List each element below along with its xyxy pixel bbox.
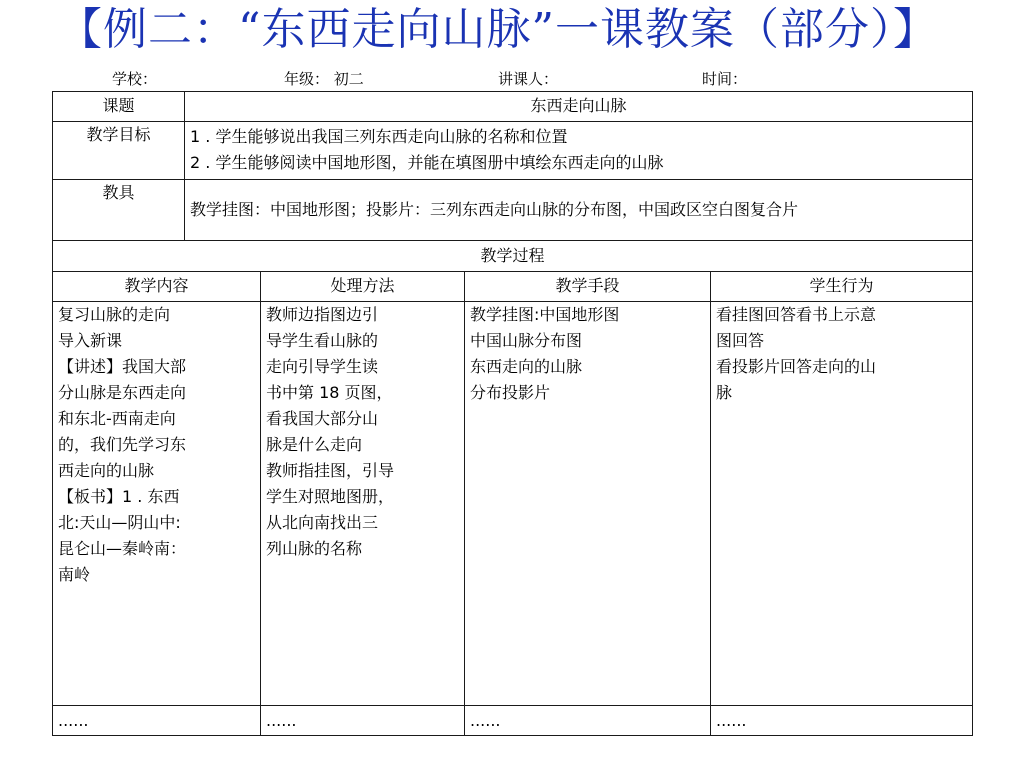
column-header-behavior: 学生行为 [711, 271, 973, 301]
behavior-line: 脉 [716, 382, 733, 402]
content-line: 分山脉是东西走向 [58, 382, 187, 402]
behavior-cell [711, 301, 973, 706]
column-header-content: 教学内容 [53, 271, 261, 301]
means-line: 分布投影片 [470, 382, 551, 402]
method-line: 导学生看山脉的 [266, 330, 379, 350]
means-line: 东西走向的山脉 [470, 356, 583, 376]
process-content-row [53, 301, 973, 706]
method-cell [261, 301, 465, 706]
content-cell [53, 301, 261, 706]
means-line: 中国山脉分布图 [470, 330, 583, 350]
method-line: 教师指挂图，引导 [266, 460, 395, 480]
ellipsis-cell: ...... [261, 706, 465, 736]
meta-lecturer: 讲课人： [498, 70, 559, 88]
content-line: 【讲述】我国大部 [58, 356, 187, 376]
behavior-line: 看挂图回答看书上示意 [716, 304, 877, 324]
goal-cell [185, 121, 973, 179]
column-header-means: 教学手段 [465, 271, 711, 301]
column-header-row [53, 271, 973, 301]
lesson-plan-table [52, 91, 973, 736]
method-line: 学生对照地图册， [266, 486, 395, 506]
goal-item: 2 . 学生能够阅读中国地形图，并能在填图册中填绘东西走向的山脉 [190, 153, 664, 173]
method-line: 看我国大部分山 [266, 408, 379, 428]
ellipsis-cell: ...... [711, 706, 973, 736]
topic-label: 课题 [53, 92, 185, 122]
ellipsis-cell: ...... [465, 706, 711, 736]
tools-label: 教具 [53, 179, 185, 240]
meta-school: 学校： [112, 70, 158, 88]
behavior-line: 图回答 [716, 330, 765, 350]
content-line: 昆仑山—秦岭南： [58, 538, 187, 558]
goal-row [53, 121, 973, 179]
method-line: 走向引导学生读 [266, 356, 379, 376]
topic-row [53, 92, 973, 122]
content-line: 北:天山—阴山中: [58, 512, 181, 532]
method-line: 列山脉的名称 [266, 538, 363, 558]
means-cell [465, 301, 711, 706]
tools-value: 教学挂图：中国地形图；投影片：三列东西走向山脉的分布图，中国政区空白图复合片 [185, 179, 973, 240]
content-line: 南岭 [58, 564, 91, 584]
page-title: 【例二：“东西走向山脉”一课教案（部分）】 [58, 4, 938, 55]
ellipsis-row [53, 706, 973, 736]
content-line: 导入新课 [58, 330, 123, 350]
process-label: 教学过程 [53, 241, 973, 272]
tools-row [53, 179, 973, 240]
content-line: 复习山脉的走向 [58, 304, 171, 324]
behavior-line: 看投影片回答走向的山 [716, 356, 877, 376]
ellipsis-cell: ...... [53, 706, 261, 736]
content-line: 和东北-西南走向 [58, 408, 176, 428]
method-line: 书中第 18 页图， [266, 382, 393, 402]
meta-time: 时间： [702, 70, 748, 88]
method-line: 教师边指图边引 [266, 304, 379, 324]
goal-item: 1 . 学生能够说出我国三列东西走向山脉的名称和位置 [190, 127, 568, 147]
method-line: 脉是什么走向 [266, 434, 363, 454]
goal-label: 教学目标 [53, 121, 185, 179]
content-line: 【板书】1 . 东西 [58, 486, 180, 506]
means-line: 教学挂图:中国地形图 [470, 304, 620, 324]
content-line: 的，我们先学习东 [58, 434, 187, 454]
topic-value: 东西走向山脉 [185, 92, 973, 122]
meta-grade: 年级： 初二 [284, 70, 364, 88]
content-line: 西走向的山脉 [58, 460, 155, 480]
column-header-method: 处理方法 [261, 271, 465, 301]
process-row [53, 241, 973, 272]
method-line: 从北向南找出三 [266, 512, 379, 532]
